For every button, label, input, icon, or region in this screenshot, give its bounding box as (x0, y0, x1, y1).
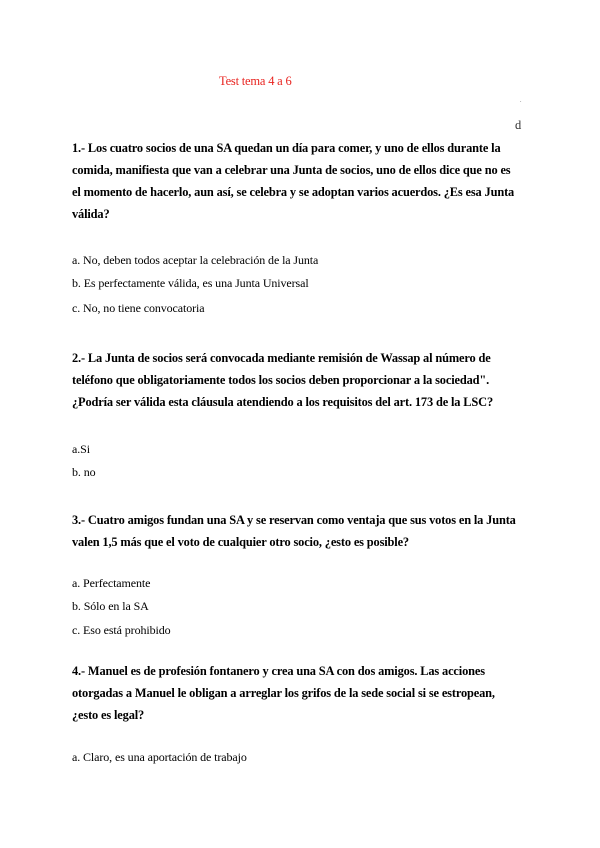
question-1-line-1: 1.- Los cuatro socios de una SA quedan un día para comer, y uno de ellos durante la (72, 141, 501, 155)
question-3 (72, 509, 532, 553)
question-2-line-2: teléfono que obligatoriamente todos los socios deben proporcionar a la sociedad". (72, 373, 490, 387)
question-4-line-3: ¿esto es legal? (72, 708, 145, 722)
answer-2b: b. no (72, 465, 96, 479)
answer-1a: a. No, deben todos aceptar la celebración de la Junta (72, 253, 319, 267)
question-2-line-3: ¿Podría ser válida esta cláusula atendiendo a los requisitos del art. 173 de la LSC? (72, 395, 493, 409)
answer-3c: c. Eso está prohibido (72, 623, 171, 637)
question-4-line-2: otorgadas a Manuel le obligan a arreglar los grifos de la sede social si se estropean, (72, 686, 495, 700)
answer-1c: c. No, no tiene convocatoria (72, 301, 205, 315)
question-1-line-4: válida? (72, 207, 110, 221)
question-3-line-2: valen 1,5 más que el voto de cualquier otro socio, ¿esto es posible? (72, 535, 409, 549)
answer-1b: b. Es perfectamente válida, es una Junta Universal (72, 276, 309, 290)
question-1-line-3: el momento de hacerlo, aun así, se celebra y se adoptan varios acuerdos. ¿Es esa Junta (72, 185, 515, 199)
corner-letter: d (515, 118, 522, 132)
question-1 (72, 137, 532, 225)
answer-3a: a. Perfectamente (72, 576, 151, 590)
question-1-line-2: comida, manifiesta que van a celebrar una Junta de socios, uno de ellos dice que no es (72, 163, 511, 177)
answer-3b: b. Sólo en la SA (72, 599, 149, 613)
question-4 (72, 660, 532, 726)
answer-2a: a.Si (72, 442, 90, 456)
answer-4a: a. Claro, es una aportación de trabajo (72, 750, 247, 764)
question-2 (72, 347, 532, 413)
document-title: Test tema 4 a 6 (219, 74, 292, 88)
corner-dot: . (520, 98, 522, 104)
question-3-line-1: 3.- Cuatro amigos fundan una SA y se reservan como ventaja que sus votos en la Junta (72, 513, 516, 527)
question-4-line-1: 4.- Manuel es de profesión fontanero y crea una SA con dos amigos. Las acciones (72, 664, 485, 678)
question-2-line-1: 2.- La Junta de socios será convocada mediante remisión de Wassap al número de (72, 351, 491, 365)
